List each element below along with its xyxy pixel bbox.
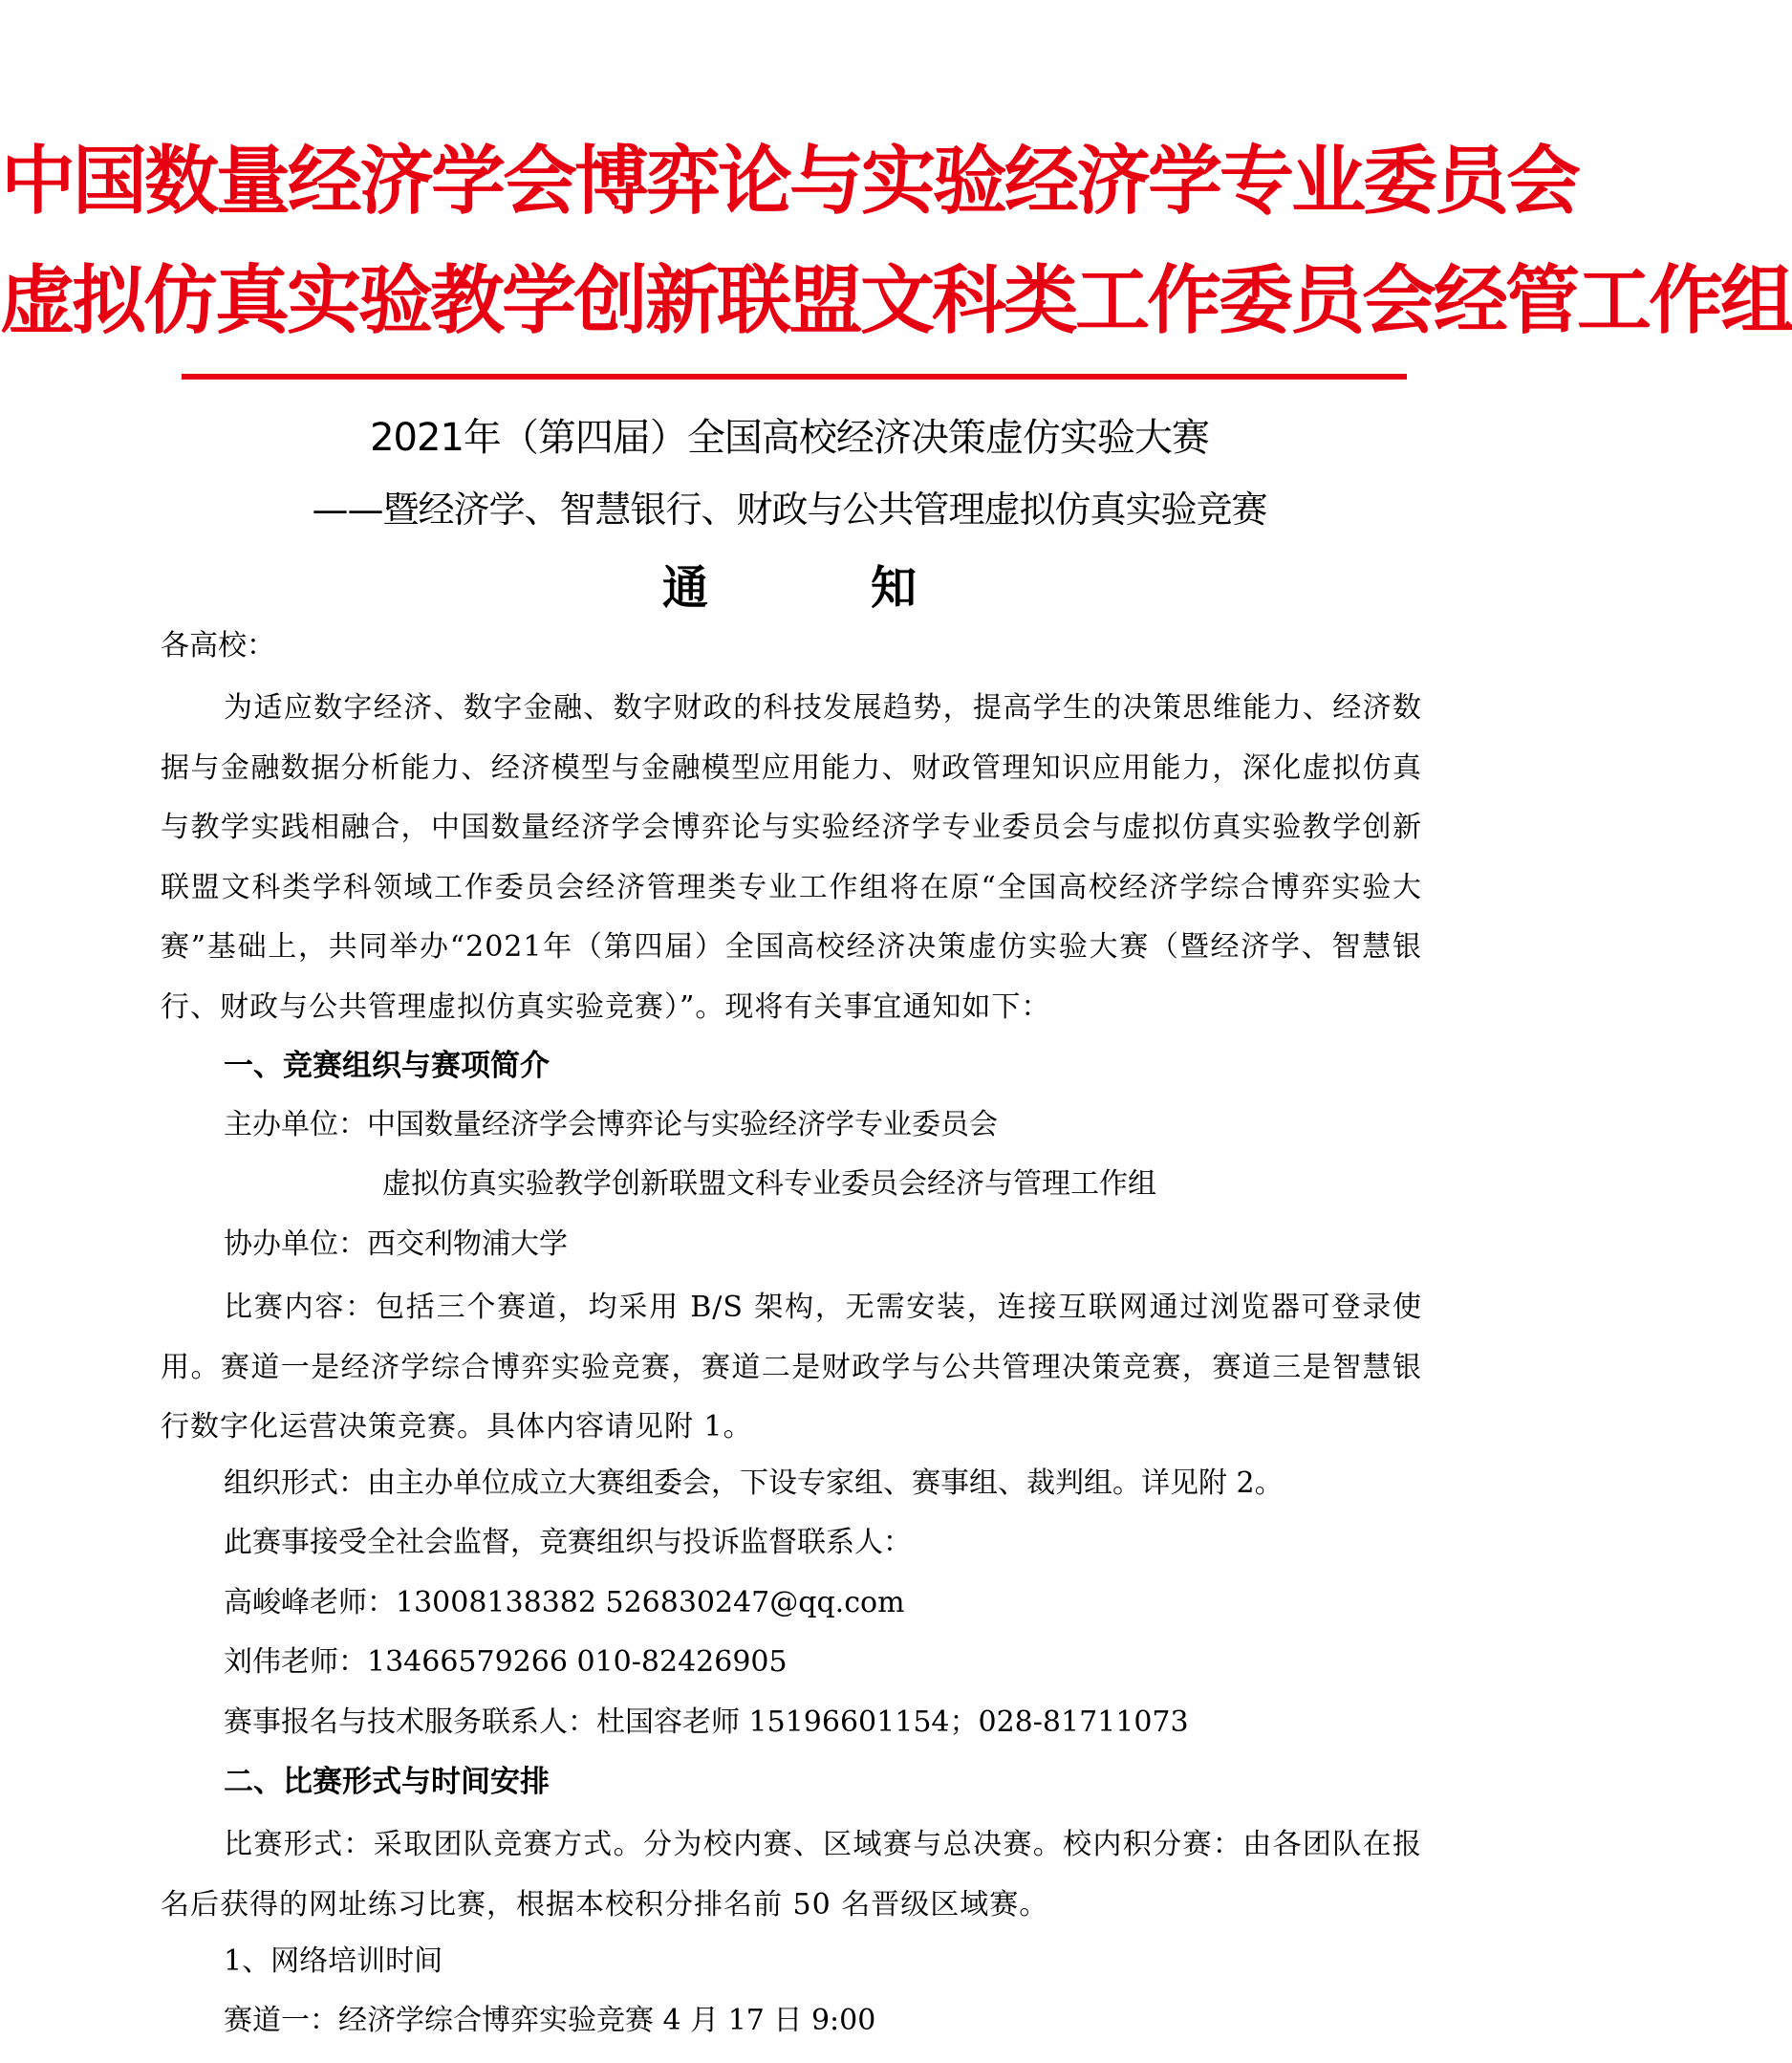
format-paragraph: 比赛形式：采取团队竞赛方式。分为校内赛、区域赛与总决赛。校内积分赛：由各团队在报名后获得的网址练习比赛，根据本校积分排名前 50 名晋级区域赛。 (161, 1828, 1422, 1922)
supervision-line: 此赛事接受全社会监督，竞赛组织与投诉监督联系人： (224, 1526, 912, 1559)
letterhead-line-1: 中国数量经济学会博弈论与实验经济学专业委员会 (0, 139, 1578, 225)
letterhead-divider (182, 374, 1407, 380)
co-host-line: 协办单位：西交利物浦大学 (224, 1227, 568, 1261)
content-paragraph: 比赛内容：包括三个赛道，均采用 B/S 架构，无需安装，连接互联网通过浏览器可登录使用。赛道一是经济学综合博弈实验竞赛，赛道二是财政学与公共管理决策竞赛，赛道三是智慧银行数字化运营决策竞赛。具体内容请见附 1。 (161, 1291, 1422, 1444)
section-heading-1: 一、竞赛组织与赛项简介 (224, 1049, 550, 1083)
intro-paragraph: 为适应数字经济、数字金融、数字财政的科技发展趋势，提高学生的决策思维能力、经济数据与金融数据分析能力、经济模型与金融模型应用能力、财政管理知识应用能力，深化虚拟仿真与教学实践相融合，中国数量经济学会博弈论与实验经济学专业委员会与虚拟仿真实验教学创新联盟文科类学科领域工作委员会经济管理类专业工作组将在原“全国高校经济学综合博弈实验大赛”基础上，共同举办“2021年（第四届）全国高校经济决策虚仿实验大赛（暨经济学、智慧银行、财政与公共管理虚拟仿真实验竞赛）”。现将有关事宜通知如下： (161, 691, 1422, 1024)
notice-heading-char-2: 知 (871, 561, 918, 615)
host-label: 主办单位： (224, 1108, 367, 1141)
notice-heading-char-1: 通 (661, 561, 708, 615)
org-form-line: 组织形式：由主办单位成立大赛组委会，下设专家组、赛事组、裁判组。详见附 2。 (224, 1466, 1284, 1500)
document-title: 2021年（第四届）全国高校经济决策虚仿实验大赛 (370, 416, 1209, 460)
contact-line-1: 高峻峰老师：13008138382 526830247@qq.com (224, 1586, 905, 1619)
training-heading: 1、网络培训时间 (224, 1944, 443, 1978)
salutation: 各高校： (161, 629, 275, 662)
notice-heading (0, 554, 1579, 621)
section-heading-2: 二、比赛形式与时间安排 (224, 1765, 550, 1799)
host-unit-1: 中国数量经济学会博弈论与实验经济学专业委员会 (367, 1108, 998, 1141)
contact-line-3: 赛事报名与技术服务联系人：杜国容老师 15196601154；028-81711073 (224, 1705, 1189, 1739)
host-unit-2: 虚拟仿真实验教学创新联盟文科专业委员会经济与管理工作组 (382, 1167, 1156, 1201)
host-line-1 (224, 1106, 998, 1144)
track-1-line: 赛道一：经济学综合博弈实验竞赛 4 月 17 日 9:00 (224, 2004, 876, 2037)
contact-line-2: 刘伟老师：13466579266 010-82426905 (224, 1645, 788, 1679)
document-subtitle: ——暨经济学、智慧银行、财政与公共管理虚拟仿真实验竞赛 (312, 489, 1267, 531)
letterhead-line-2: 虚拟仿真实验教学创新联盟文科类工作委员会经管工作组 (0, 258, 1792, 344)
